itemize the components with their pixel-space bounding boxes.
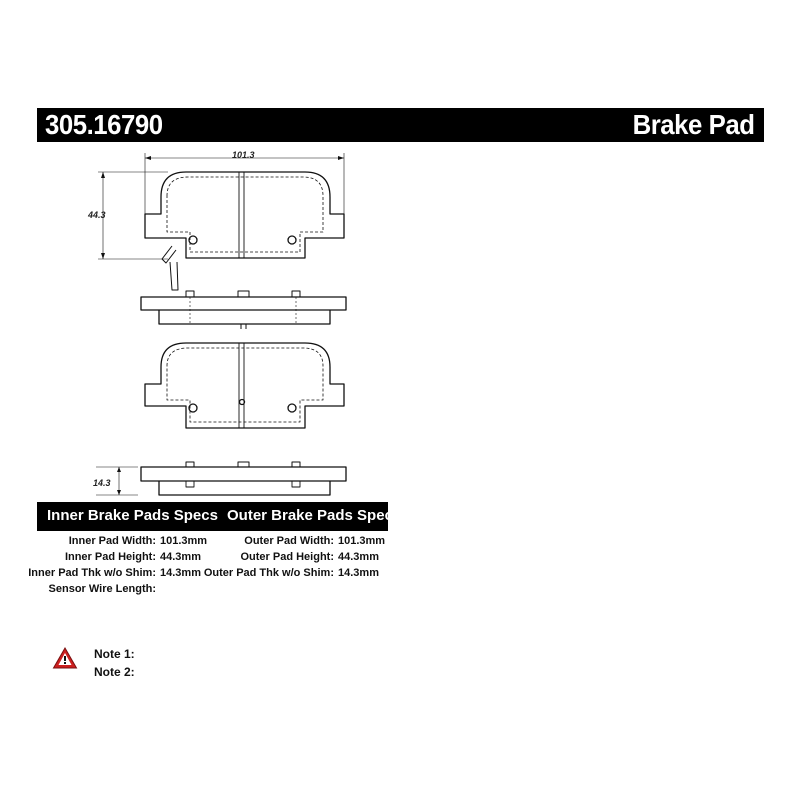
thickness-dimension	[93, 467, 138, 495]
spec-value: 14.3mm	[338, 567, 379, 579]
thickness-dimension-label: 14.3	[93, 478, 111, 488]
height-dimension	[87, 172, 168, 259]
height-dimension-label: 44.3	[88, 210, 106, 220]
specs-header-bar	[37, 502, 402, 531]
width-dimension-label: 101.3	[232, 150, 255, 160]
outer-pad-front-view	[145, 343, 344, 428]
note-2: Note 2:	[94, 665, 135, 679]
spec-value: 101.3mm	[338, 535, 386, 547]
outer-pad-side-view	[141, 462, 346, 495]
spec-label: Outer Pad Height:	[240, 551, 334, 563]
spec-value: 101.3mm	[160, 535, 208, 547]
spec-value: 44.3mm	[160, 551, 201, 563]
spec-label: Outer Pad Width:	[244, 535, 334, 547]
spec-label: Inner Pad Thk w/o Shim:	[28, 567, 156, 579]
spec-value: 44.3mm	[338, 551, 379, 563]
width-dimension	[145, 150, 344, 214]
warning-triangle-icon	[52, 646, 78, 670]
inner-pad-side-view	[141, 291, 346, 329]
inner-specs-title: Inner Brake Pads Specs	[47, 507, 218, 524]
inner-pad-front-view	[145, 172, 344, 290]
part-number: 305.16790	[45, 109, 163, 140]
spec-label: Sensor Wire Length:	[48, 583, 156, 595]
spec-label: Inner Pad Height:	[64, 551, 156, 563]
spec-label: Inner Pad Width:	[68, 535, 156, 547]
spec-label: Outer Pad Thk w/o Shim:	[203, 567, 334, 579]
part-type: Brake Pad	[632, 109, 754, 140]
outer-specs-title: Outer Brake Pads Specs	[227, 507, 402, 524]
note-1: Note 1:	[94, 647, 135, 661]
spec-value: 14.3mm	[160, 567, 201, 579]
